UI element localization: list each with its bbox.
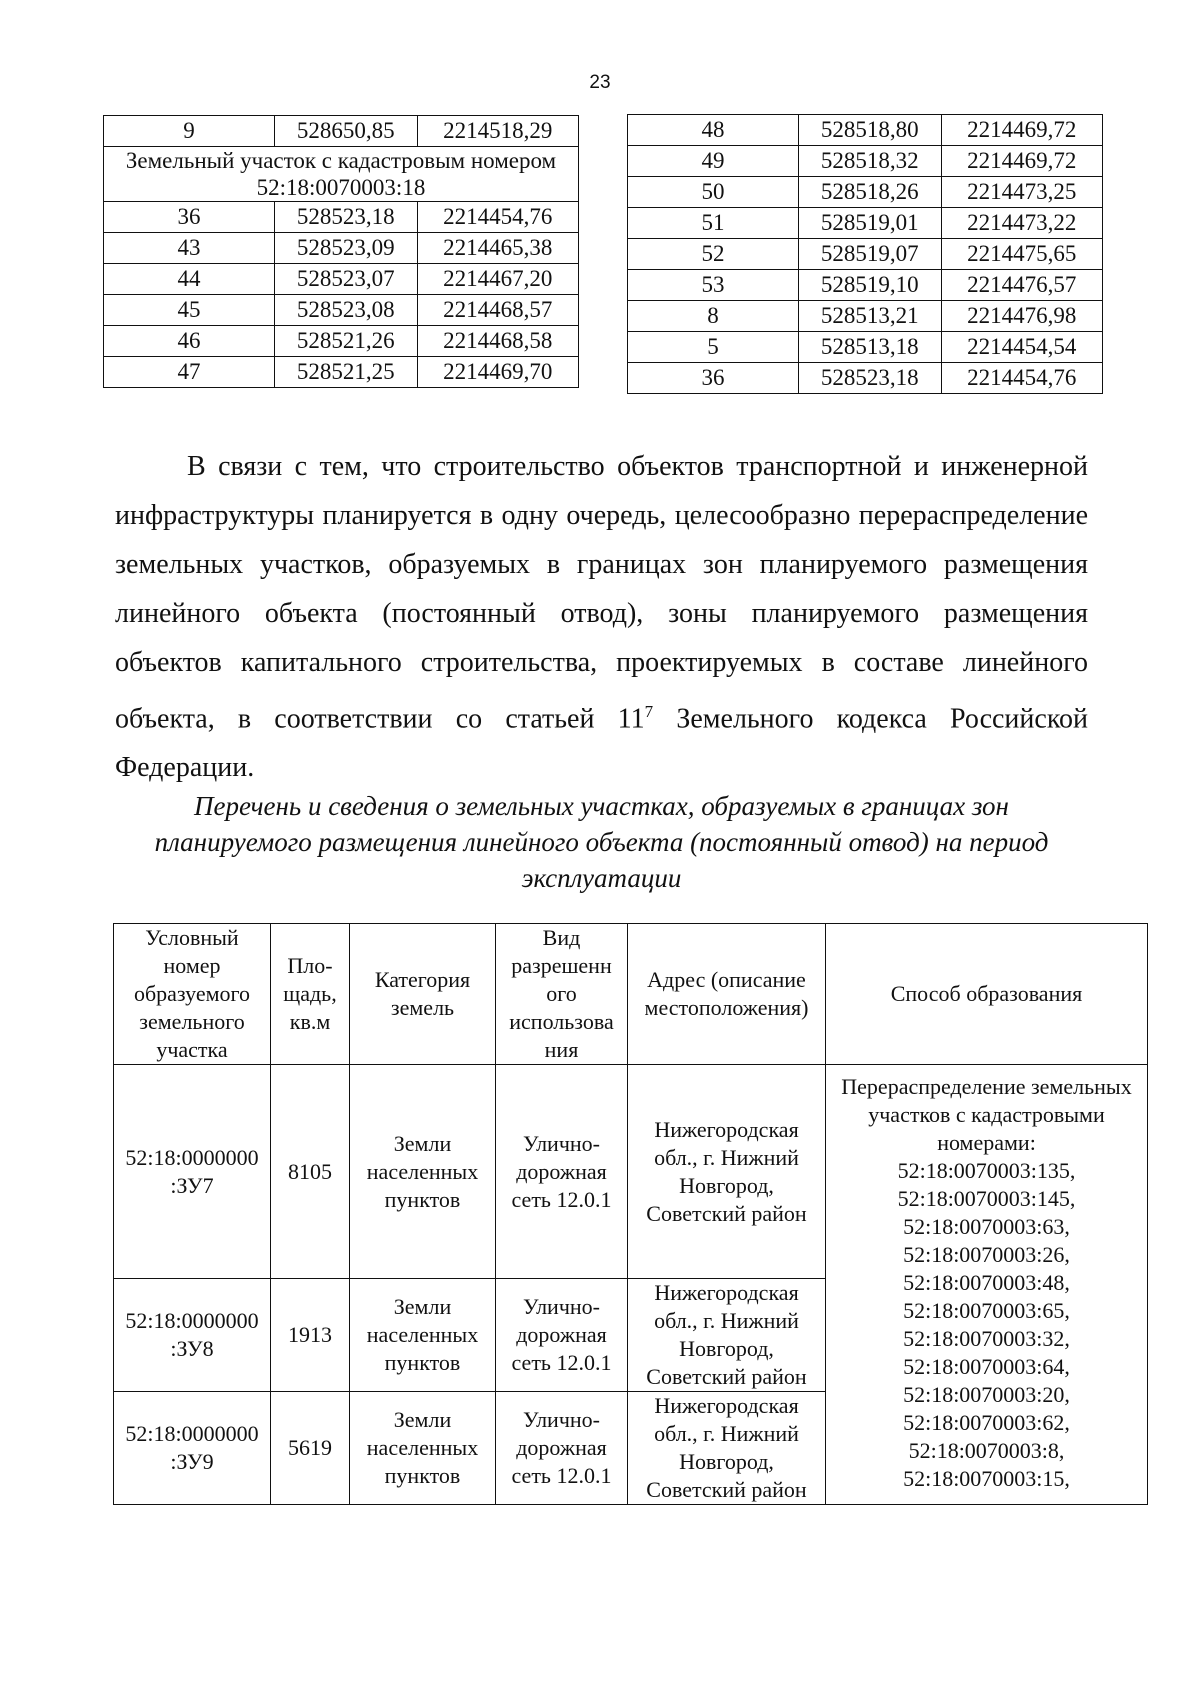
header-address: Адрес (описание местоположения) bbox=[628, 924, 826, 1065]
table-row bbox=[628, 332, 1103, 363]
plot-category: Земли населенных пунктов bbox=[350, 1279, 496, 1392]
coord-y: 2214518,29 bbox=[417, 116, 579, 147]
coord-x: 528521,25 bbox=[275, 357, 418, 388]
table-row bbox=[628, 146, 1103, 177]
table-row bbox=[104, 295, 579, 326]
table-row bbox=[628, 208, 1103, 239]
table-row bbox=[104, 357, 579, 388]
table-row bbox=[104, 233, 579, 264]
point-number: 5 bbox=[628, 332, 799, 363]
coord-y: 2214454,76 bbox=[941, 363, 1103, 394]
plot-area: 5619 bbox=[271, 1392, 350, 1505]
cadastral-number: 52:18:0070003:32, bbox=[903, 1326, 1070, 1351]
cadastral-number: 52:18:0070003:15, bbox=[903, 1466, 1070, 1491]
point-number: 44 bbox=[104, 264, 275, 295]
coord-x: 528519,10 bbox=[799, 270, 942, 301]
cadastral-number: 52:18:0070003:64, bbox=[903, 1354, 1070, 1379]
table-row bbox=[104, 202, 579, 233]
point-number: 49 bbox=[628, 146, 799, 177]
point-number: 45 bbox=[104, 295, 275, 326]
section-label: Земельный участок с кадастровым номером 52:18:0070003:18 bbox=[104, 147, 579, 202]
plot-number: 52:18:0000000 :ЗУ9 bbox=[114, 1392, 271, 1505]
plot-use: Улично-дорожная сеть 12.0.1 bbox=[496, 1392, 628, 1505]
coord-x: 528519,07 bbox=[799, 239, 942, 270]
body-paragraph bbox=[115, 442, 1088, 792]
cadastral-number: 52:18:0070003:8, bbox=[908, 1438, 1065, 1463]
table-row bbox=[104, 116, 579, 147]
coord-x: 528519,01 bbox=[799, 208, 942, 239]
coord-y: 2214476,57 bbox=[941, 270, 1103, 301]
coord-y: 2214473,25 bbox=[941, 177, 1103, 208]
plot-area: 8105 bbox=[271, 1065, 350, 1279]
plot-use: Улично-дорожная сеть 12.0.1 bbox=[496, 1279, 628, 1392]
header-row bbox=[114, 924, 1148, 1065]
plot-address: Нижегородская обл., г. Нижний Новгород, Советский район bbox=[628, 1392, 826, 1505]
point-number: 50 bbox=[628, 177, 799, 208]
coord-x: 528523,18 bbox=[275, 202, 418, 233]
plot-number: 52:18:0000000 :ЗУ8 bbox=[114, 1279, 271, 1392]
coord-y: 2214465,38 bbox=[417, 233, 579, 264]
plot-number: 52:18:0000000 :ЗУ7 bbox=[114, 1065, 271, 1279]
coord-x: 528523,07 bbox=[275, 264, 418, 295]
point-number: 47 bbox=[104, 357, 275, 388]
formation-method bbox=[826, 1065, 1148, 1505]
point-number: 36 bbox=[104, 202, 275, 233]
point-number: 43 bbox=[104, 233, 275, 264]
land-plots-table bbox=[113, 923, 1148, 1505]
point-number: 51 bbox=[628, 208, 799, 239]
coord-y: 2214469,70 bbox=[417, 357, 579, 388]
coord-x: 528518,26 bbox=[799, 177, 942, 208]
header-land-category: Категория земель bbox=[350, 924, 496, 1065]
plot-category: Земли населенных пунктов bbox=[350, 1392, 496, 1505]
point-number: 52 bbox=[628, 239, 799, 270]
coord-x: 528523,09 bbox=[275, 233, 418, 264]
coord-y: 2214469,72 bbox=[941, 146, 1103, 177]
header-plot-number: Условный номер образуемого земельного участка bbox=[114, 924, 271, 1065]
point-number: 46 bbox=[104, 326, 275, 357]
coord-y: 2214468,57 bbox=[417, 295, 579, 326]
coord-x: 528518,80 bbox=[799, 115, 942, 146]
paragraph-superscript: 7 bbox=[644, 702, 654, 721]
section-row bbox=[104, 147, 579, 202]
table-row bbox=[104, 264, 579, 295]
point-number: 36 bbox=[628, 363, 799, 394]
cadastral-number: 52:18:0070003:62, bbox=[903, 1410, 1070, 1435]
coordinates-table-right bbox=[627, 114, 1103, 394]
plot-address: Нижегородская обл., г. Нижний Новгород, Советский район bbox=[628, 1065, 826, 1279]
table-row bbox=[628, 363, 1103, 394]
coordinates-table-left bbox=[103, 115, 579, 388]
point-number: 48 bbox=[628, 115, 799, 146]
table-caption: Перечень и сведения о земельных участках, образуемых в границах зон планируемого размещения линейного объекта (постоянный отвод) на период эксплуатации bbox=[154, 791, 1049, 893]
cadastral-number: 52:18:0070003:20, bbox=[903, 1382, 1070, 1407]
method-intro: Перераспределение земельных участков с кадастровыми номерами: bbox=[841, 1074, 1132, 1155]
coord-y: 2214476,98 bbox=[941, 301, 1103, 332]
cadastral-number: 52:18:0070003:48, bbox=[903, 1270, 1070, 1295]
coord-y: 2214468,58 bbox=[417, 326, 579, 357]
point-number: 53 bbox=[628, 270, 799, 301]
coord-x: 528521,26 bbox=[275, 326, 418, 357]
coord-y: 2214473,22 bbox=[941, 208, 1103, 239]
cadastral-number: 52:18:0070003:145, bbox=[897, 1186, 1076, 1211]
plot-address: Нижегородская обл., г. Нижний Новгород, Советский район bbox=[628, 1279, 826, 1392]
paragraph-text: В связи с тем, что строительство объектов транспортной и инженерной инфраструктуры планируется в одну очередь, целесообразно перераспределение земельных участков, образуемых в границах зон планируемого размещения линейного объекта (постоянный отвод), зоны планируемого размещения объектов капитального строительства, проектируемых в составе линейного объекта, в соответствии со статьей 11 bbox=[115, 451, 1088, 735]
cadastral-number: 52:18:0070003:26, bbox=[903, 1242, 1070, 1267]
coord-y: 2214454,76 bbox=[417, 202, 579, 233]
coord-x: 528513,18 bbox=[799, 332, 942, 363]
page-number: 23 bbox=[589, 72, 611, 93]
cadastral-number: 52:18:0070003:63, bbox=[903, 1214, 1070, 1239]
table-row bbox=[628, 115, 1103, 146]
table-row bbox=[628, 270, 1103, 301]
plot-area: 1913 bbox=[271, 1279, 350, 1392]
coord-y: 2214454,54 bbox=[941, 332, 1103, 363]
header-area: Пло-щадь, кв.м bbox=[271, 924, 350, 1065]
coord-y: 2214469,72 bbox=[941, 115, 1103, 146]
table-row bbox=[628, 239, 1103, 270]
method-number-list bbox=[830, 1157, 1143, 1493]
table-row bbox=[104, 326, 579, 357]
coord-y: 2214467,20 bbox=[417, 264, 579, 295]
coord-x: 528523,08 bbox=[275, 295, 418, 326]
coord-x: 528518,32 bbox=[799, 146, 942, 177]
point-number: 8 bbox=[628, 301, 799, 332]
point-number: 9 bbox=[104, 116, 275, 147]
paragraph-text-end: Земельного кодекса Российской Федерации. bbox=[115, 703, 1088, 784]
plot-use: Улично-дорожная сеть 12.0.1 bbox=[496, 1065, 628, 1279]
header-formation-method: Способ образования bbox=[826, 924, 1148, 1065]
coord-x: 528650,85 bbox=[275, 116, 418, 147]
table-row bbox=[628, 177, 1103, 208]
table-row bbox=[114, 1065, 1148, 1279]
header-permitted-use: Вид разрешенн ого использова ния bbox=[496, 924, 628, 1065]
cadastral-number: 52:18:0070003:135, bbox=[897, 1158, 1076, 1183]
coord-x: 528513,21 bbox=[799, 301, 942, 332]
plot-category: Земли населенных пунктов bbox=[350, 1065, 496, 1279]
table-row bbox=[628, 301, 1103, 332]
cadastral-number: 52:18:0070003:65, bbox=[903, 1298, 1070, 1323]
coord-y: 2214475,65 bbox=[941, 239, 1103, 270]
coord-x: 528523,18 bbox=[799, 363, 942, 394]
